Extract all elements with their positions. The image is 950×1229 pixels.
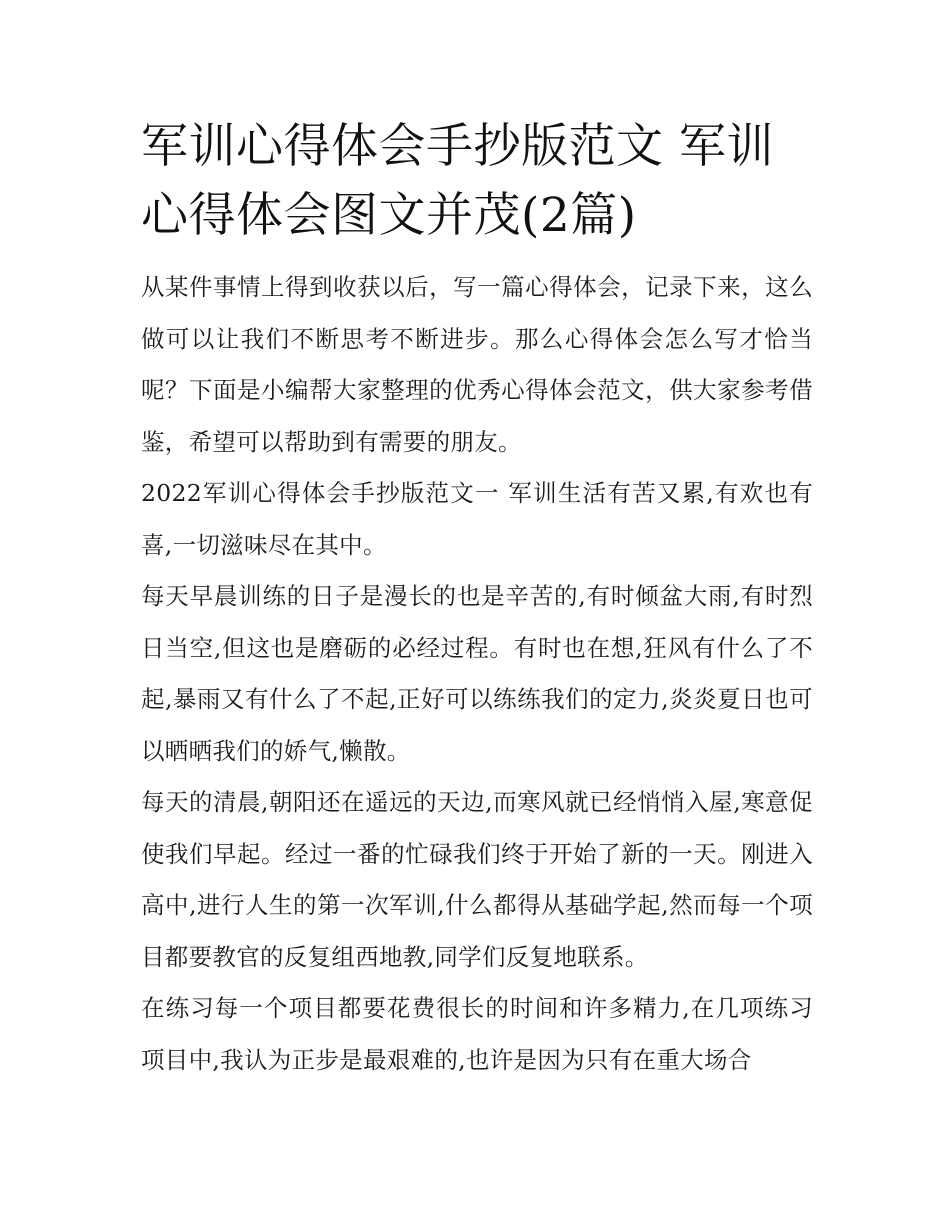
- document-page: [141, 112, 813, 1086]
- intro-paragraph: 从某件事情上得到收获以后，写一篇心得体会，记录下来，这么做可以让我们不断思考不断进步。那么心得体会怎么写才恰当呢？下面是小编帮大家整理的优秀心得体会范文，供大家参考借鉴，希望可以帮助到有需要的朋友。: [141, 273, 813, 456]
- body-paragraph: 2022军训心得体会手抄版范文一 军训生活有苦又累,有欢也有喜,一切滋味尽在其中。: [141, 479, 813, 559]
- body-paragraph: 在练习每一个项目都要花费很长的时间和许多精力,在几项练习项目中,我认为正步是最艰难的,也许是因为只有在重大场合: [141, 994, 813, 1074]
- document-title: 军训心得体会手抄版范文 军训心得体会图文并茂(2篇): [141, 119, 774, 243]
- body-paragraph: 每天早晨训练的日子是漫长的也是辛苦的,有时倾盆大雨,有时烈日当空,但这也是磨砺的必经过程。有时也在想,狂风有什么了不起,暴雨又有什么了不起,正好可以练练我们的定力,炎炎夏日也可以晒晒我们的娇气,懒散。: [141, 582, 813, 765]
- body-paragraph: 每天的清晨,朝阳还在遥远的天边,而寒风就已经悄悄入屋,寒意促使我们早起。经过一番的忙碌我们终于开始了新的一天。刚进入高中,进行人生的第一次军训,什么都得从基础学起,然而每一个项目都要教官的反复组西地教,同学们反复地联系。: [141, 788, 813, 971]
